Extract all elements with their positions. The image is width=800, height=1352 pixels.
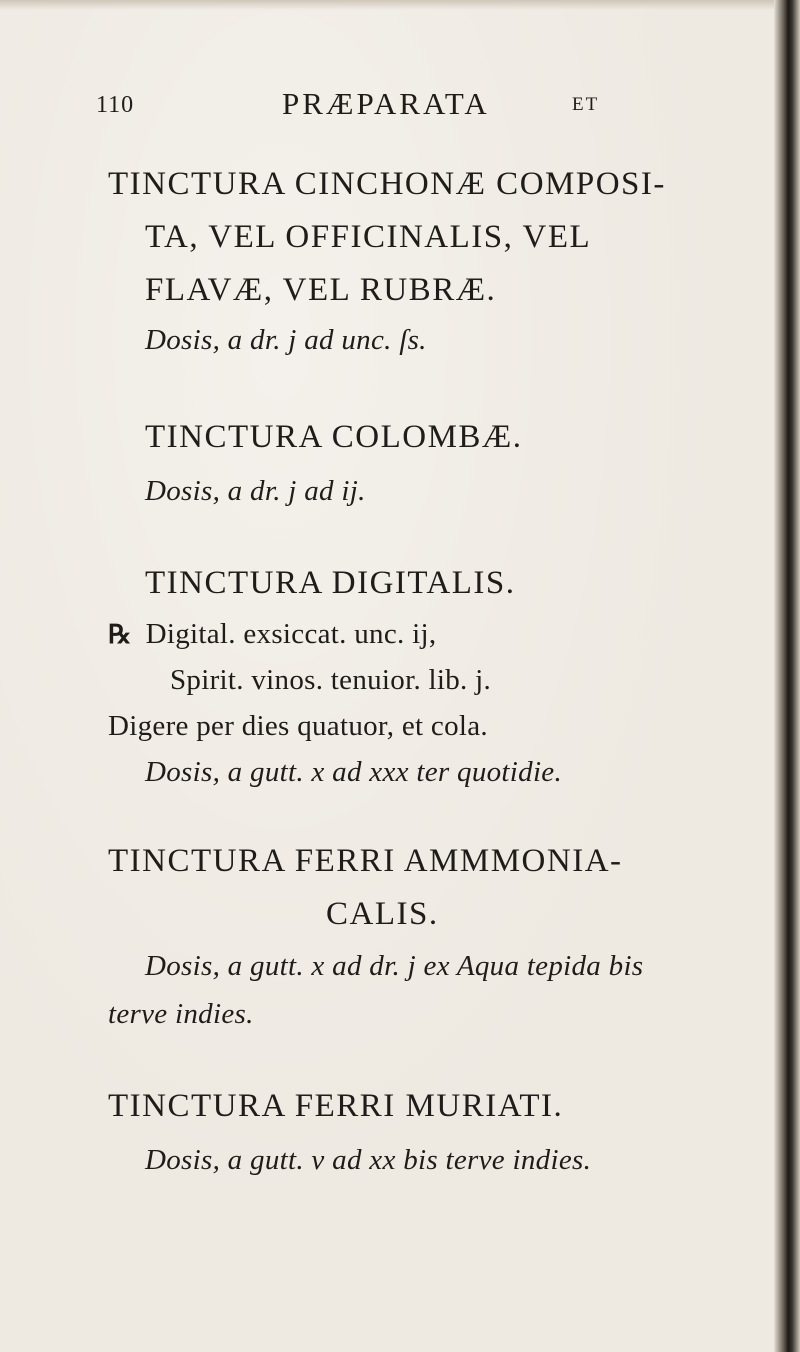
running-title-et: ET: [572, 94, 600, 115]
running-head: [96, 86, 656, 126]
dosis-line: Dosis, a dr. j ad ij.: [145, 475, 366, 507]
section-heading-line: TINCTURA FERRI MURIATI.: [108, 1088, 564, 1124]
section-heading-line: TA, VEL OFFICINALIS, VEL: [145, 219, 592, 255]
recipe-ingredient: Digital. exsiccat. unc. ij,: [145, 618, 437, 650]
dosis-line: Dosis, a gutt. v ad xx bis terve indies.: [145, 1144, 592, 1176]
section-heading-line: TINCTURA CINCHONÆ COMPOSI-: [108, 166, 666, 202]
page-number: 110: [96, 92, 135, 118]
book-spine-shadow: [774, 0, 800, 1352]
section-heading-line: FLAVÆ, VEL RUBRÆ.: [145, 272, 497, 308]
section-heading-line: TINCTURA COLOMBÆ.: [145, 419, 523, 455]
dosis-line: Dosis, a dr. j ad unc. ſs.: [145, 324, 427, 356]
section-heading-line: CALIS.: [326, 896, 439, 932]
section-heading-line: TINCTURA FERRI AMMMONIA-: [108, 843, 623, 879]
recipe-line: [108, 620, 436, 649]
dosis-line-continued: terve indies.: [108, 998, 254, 1030]
recipe-instruction: Digere per dies quatuor, et cola.: [108, 710, 488, 742]
section-heading-line: TINCTURA DIGITALIS.: [145, 565, 516, 601]
recipe-rx-symbol: ℞: [108, 620, 132, 649]
dosis-line: Dosis, a gutt. x ad dr. j ex Aqua tepida bis: [145, 950, 644, 982]
running-title: PRÆPARATA: [282, 86, 490, 121]
dosis-line: Dosis, a gutt. x ad xxx ter quotidie.: [145, 756, 563, 788]
recipe-ingredient: Spirit. vinos. tenuior. lib. j.: [170, 664, 492, 696]
page-top-edge: [0, 0, 800, 10]
